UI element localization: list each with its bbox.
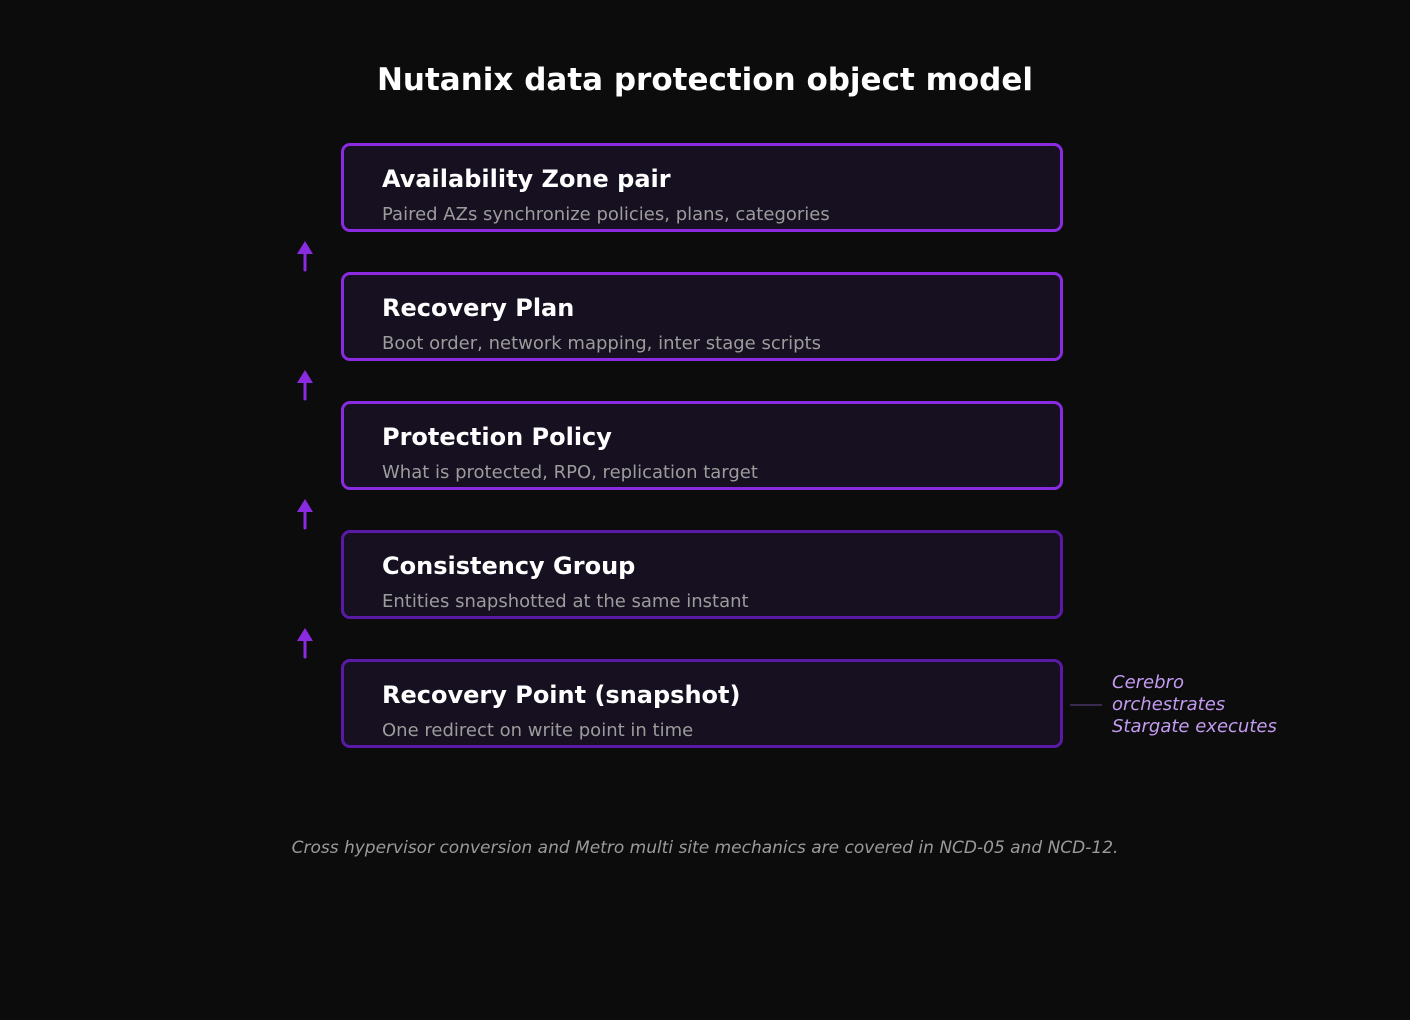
annotation-note: [1112, 672, 1277, 738]
layer-description: Entities snapshotted at the same instant: [382, 591, 749, 612]
layer-protection-policy: [341, 401, 1063, 490]
annotation-line: orchestrates: [1112, 694, 1226, 715]
layer-name: Recovery Point (snapshot): [382, 681, 741, 709]
footnote: Cross hypervisor conversion and Metro multi site mechanics are covered in NCD-05 and NCD-12.: [291, 838, 1119, 858]
layer-recovery-plan: [341, 272, 1063, 361]
annotation-line: Stargate executes: [1112, 716, 1277, 737]
layer-name: Consistency Group: [382, 552, 636, 580]
layer-name: Protection Policy: [382, 423, 612, 451]
layer-description: Paired AZs synchronize policies, plans, categories: [382, 204, 830, 225]
layer-name: Availability Zone pair: [382, 165, 671, 193]
arrow-up-icon: [292, 238, 318, 272]
annotation-connector: [1070, 704, 1102, 706]
layer-description: What is protected, RPO, replication target: [382, 462, 758, 483]
layer-consistency-group: [341, 530, 1063, 619]
arrow-up-icon: [292, 367, 318, 401]
layer-description: One redirect on write point in time: [382, 720, 694, 741]
diagram-title: Nutanix data protection object model: [376, 62, 1034, 98]
arrow-up-icon: [292, 496, 318, 530]
layer-availability-zone-pair: [341, 143, 1063, 232]
arrow-up-icon: [292, 625, 318, 659]
layer-name: Recovery Plan: [382, 294, 575, 322]
layer-description: Boot order, network mapping, inter stage scripts: [382, 333, 821, 354]
annotation-line: Cerebro: [1112, 672, 1184, 693]
layer-recovery-point: [341, 659, 1063, 748]
